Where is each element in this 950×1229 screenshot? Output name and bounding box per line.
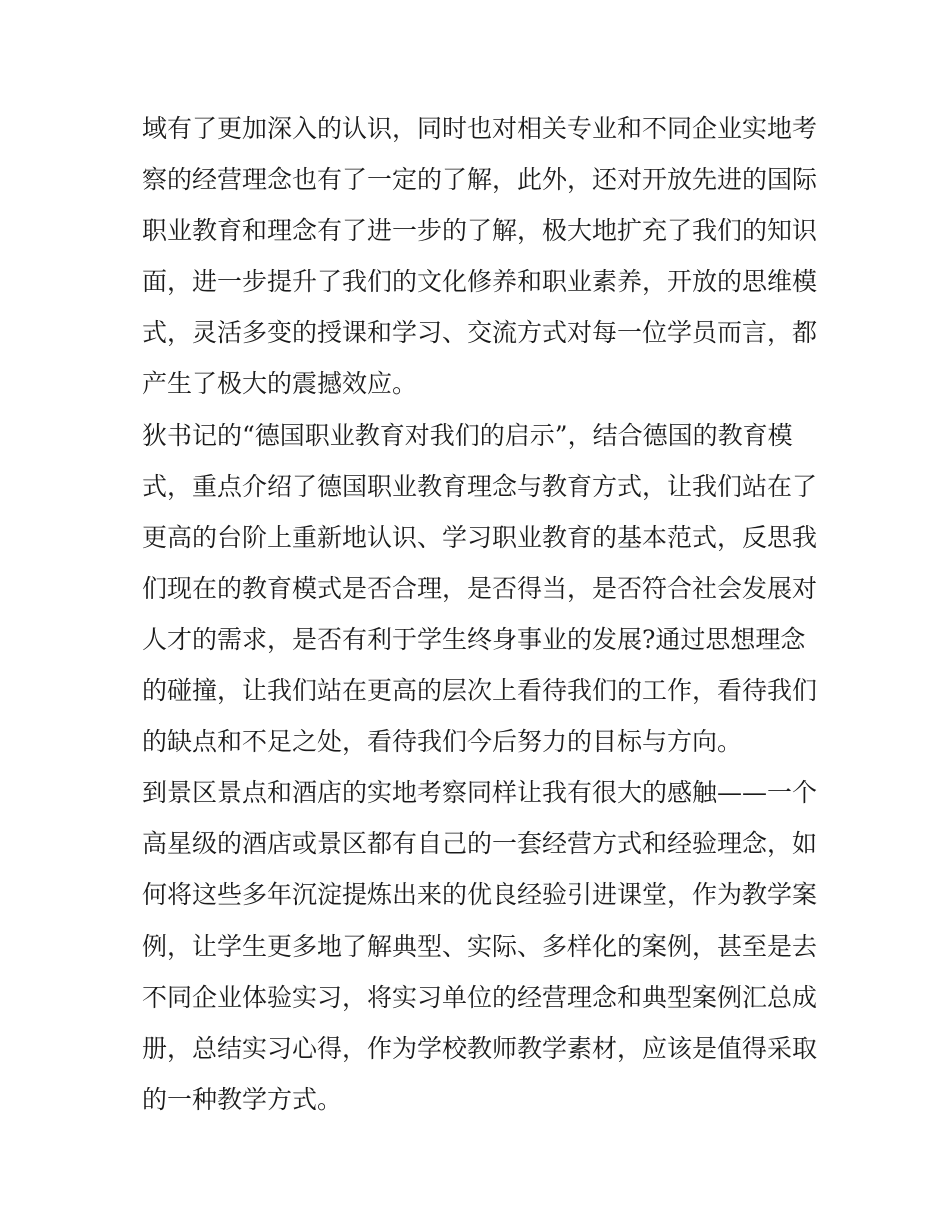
text-line: 们现在的教育模式是否合理，是否得当，是否符合社会发展对 [142, 573, 818, 603]
text-line: 到景区景点和酒店的实地考察同样让我有很大的感触——一个 [142, 778, 818, 808]
text-line: 式，重点介绍了德国职业教育理念与教育方式，让我们站在了 [142, 471, 818, 501]
text-line: 人才的需求，是否有利于学生终身事业的发展?通过思想理念 [142, 624, 806, 654]
text-line: 域有了更加深入的认识，同时也对相关专业和不同企业实地考 [142, 114, 818, 143]
text-line: 不同企业体验实习，将实习单位的经营理念和典型案例汇总成 [142, 982, 818, 1012]
text-line: 职业教育和理念有了进一步的了解，极大地扩充了我们的知识 [142, 216, 818, 246]
text-line: 产生了极大的震撼效应。 [142, 369, 418, 399]
text-line: 的碰撞，让我们站在更高的层次上看待我们的工作，看待我们 [142, 676, 818, 706]
document-body [142, 103, 822, 1125]
paragraph-1 [142, 103, 822, 410]
text-line: 式，灵活多变的授课和学习、交流方式对每一位学员而言，都 [142, 318, 818, 348]
paragraph-2 [142, 410, 822, 768]
text-line: 的缺点和不足之处，看待我们今后努力的目标与方向。 [142, 727, 743, 757]
paragraph-3 [142, 767, 822, 1125]
text-line: 高星级的酒店或景区都有自己的一套经营方式和经验理念，如 [142, 829, 818, 859]
text-line: 更高的台阶上重新地认识、学习职业教育的基本范式，反思我 [142, 522, 818, 552]
text-line: 何将这些多年沉淀提炼出来的优良经验引进课堂，作为教学案 [142, 880, 818, 910]
text-line: 面，进一步提升了我们的文化修养和职业素养，开放的思维模 [142, 267, 818, 297]
text-line: 察的经营理念也有了一定的了解，此外，还对开放先进的国际 [142, 165, 818, 195]
text-line: 册，总结实习心得，作为学校教师教学素材，应该是值得采取 [142, 1033, 818, 1063]
text-line: 的一种教学方式。 [142, 1084, 343, 1114]
text-line: 狄书记的“德国职业教育对我们的启示”，结合德国的教育模 [142, 420, 793, 450]
text-line: 例，让学生更多地了解典型、实际、多样化的案例，甚至是去 [142, 931, 818, 961]
